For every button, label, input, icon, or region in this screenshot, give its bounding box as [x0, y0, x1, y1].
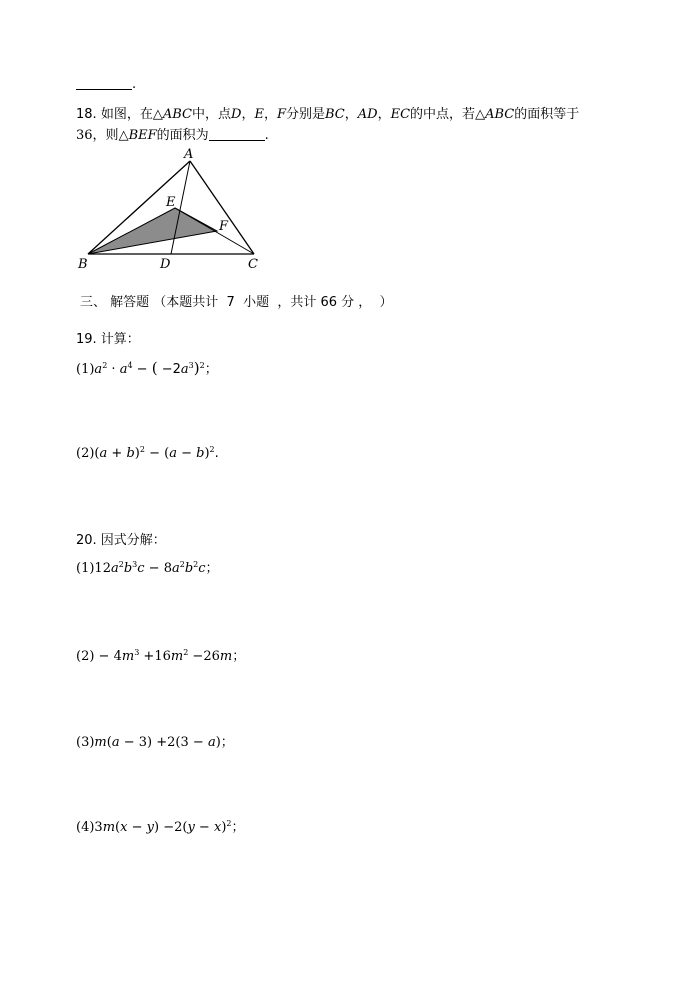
q18-answer-blank — [209, 128, 265, 141]
q20-part1: $(1)12a^2b^3c - 8a^2b^2c$； — [76, 560, 219, 576]
q18-triangle-figure — [70, 145, 280, 275]
label-b: B — [78, 257, 88, 272]
label-d: D — [160, 257, 171, 272]
q17-end: . — [132, 77, 137, 92]
label-e: E — [166, 195, 176, 210]
q19-part1: $(1)a^2 \cdot a^4$ − ( $-2a^3)^2$； — [76, 359, 218, 377]
q20-part4: $(4)3m(x - y) -2(y - x)^2$； — [76, 819, 245, 835]
label-a: A — [184, 147, 194, 162]
label-c: C — [248, 257, 258, 272]
label-f: F — [219, 219, 229, 234]
q20-heading: 20. 因式分解： — [76, 533, 166, 548]
q19-part2: $(2)(a + b)^2 - (a - b)^2$. — [76, 445, 219, 461]
q19-heading: 19. 计算： — [76, 332, 140, 347]
section-3-title: 三、 解答题 （本题共计 7 小题 ，共计 66 分 ， ） — [80, 295, 393, 310]
q18-line1: 18. 如图，在△ABC中，点D，E，F分别是BC，AD，EC的中点，若△ABC的面积等于 — [76, 107, 580, 122]
q18-line2: 36，则△BEF的面积为 . — [76, 128, 269, 143]
q18-number: 18. — [76, 107, 97, 122]
shaded-triangle-bef — [88, 208, 217, 254]
q17-answer-line — [76, 76, 136, 94]
side-ac — [190, 161, 254, 254]
q20-part2: $(2) - 4m^3 +16m^2 -26m$； — [76, 648, 246, 664]
q20-part3: (3)m(a − 3) +2(3 − a)； — [76, 735, 234, 750]
q17-answer-blank — [76, 77, 132, 90]
